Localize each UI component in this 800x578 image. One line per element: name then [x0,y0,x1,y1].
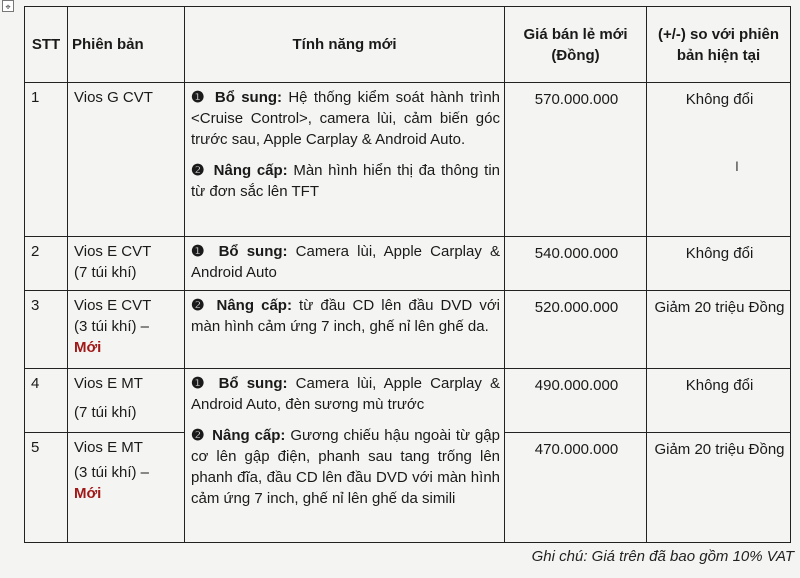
feature-add-label: Bổ sung: [214,89,283,106]
number-two-icon: ❷ [191,162,206,179]
price-table [24,6,791,543]
version-name: Vios E MT [74,439,143,456]
version-airbags: (3 túi khí) – [74,318,150,335]
header-version: Phiên bản [68,7,185,83]
feature-upgrade [191,160,500,202]
new-badge: Mới [74,485,102,502]
cell-version [68,291,185,369]
table-move-handle-icon[interactable]: ⌖ [2,0,14,12]
feature-add-text: Camera lùi, Apple Carplay & Android Auto, đèn sương mù trước [191,375,500,413]
cell-change: Không đổi [647,237,791,291]
cell-features [185,291,505,369]
feature-upgrade-text: Màn hình hiển thị đa thông tin từ đơn sắc lên TFT [191,162,501,200]
version-airbags: (7 túi khí) [74,264,137,281]
table-row [25,83,791,237]
cell-stt: 5 [25,433,68,543]
feature-add [191,373,500,415]
version-name: Vios E CVT [74,297,152,314]
table-row [25,369,791,433]
number-two-icon: ❷ [191,427,206,444]
cell-price: 570.000.000 [505,83,647,237]
header-stt: STT [25,7,68,83]
table-row [25,237,791,291]
feature-upgrade-label: Nâng cấp: [216,297,292,314]
cell-change: Không đổi [647,369,791,433]
feature-upgrade-text: từ đầu CD lên đầu DVD với màn hình cảm ứng 7 inch, ghế nỉ lên ghế da. [191,297,500,335]
feature-upgrade-text: Gương chiếu hậu ngoài từ gập cơ lên gập điện, phanh sau tang trống lên phanh đĩa, đầu CD lên đầu DVD với màn hình cảm ứng 7 inch, ghế nỉ lên ghế da simili [191,427,500,507]
cell-stt: 2 [25,237,68,291]
cell-change: Không đổi [647,83,791,237]
version-name: Vios E CVT [74,243,152,260]
feature-upgrade-label: Nâng cấp: [213,162,288,179]
version-airbags: (3 túi khí) – [74,464,150,481]
cell-version [68,433,185,543]
table-row [25,291,791,369]
version-name: Vios E MT [74,375,143,392]
header-row [25,7,791,83]
feature-upgrade-label: Nâng cấp: [212,427,286,444]
number-one-icon: ❶ [191,243,209,260]
cell-stt: 4 [25,369,68,433]
feature-add-label: Bổ sung: [218,375,288,392]
cell-features [185,369,505,543]
feature-upgrade [191,425,500,509]
cell-change: Giảm 20 triệu Đồng [647,291,791,369]
feature-add-text: Hệ thống kiểm soát hành trình <Cruise Control>, camera lùi, cảm biến góc trước sau, Apple Carplay & Android Auto. [191,89,501,148]
header-price: Giá bán lẻ mới (Đồng) [505,7,647,83]
number-two-icon: ❷ [191,297,208,314]
header-features: Tính năng mới [185,7,505,83]
cell-version: Vios G CVT [68,83,185,237]
feature-add [191,241,500,283]
new-badge: Mới [74,339,102,356]
feature-add-text: Camera lùi, Apple Carplay & Android Auto [191,243,500,281]
cell-stt: 3 [25,291,68,369]
cell-change: Giảm 20 triệu Đồng [647,433,791,543]
version-airbags: (7 túi khí) [74,404,137,421]
feature-upgrade [191,295,500,337]
cell-version [68,237,185,291]
number-one-icon: ❶ [191,375,209,392]
text-cursor-icon: I [735,158,739,174]
cell-version [68,369,185,433]
cell-features [185,237,505,291]
feature-add [191,87,500,150]
cell-price: 470.000.000 [505,433,647,543]
cell-stt: 1 [25,83,68,237]
feature-add-label: Bổ sung: [218,243,288,260]
number-one-icon: ❶ [191,89,207,106]
cell-price: 520.000.000 [505,291,647,369]
cell-features [185,83,505,237]
footnote: Ghi chú: Giá trên đã bao gồm 10% VAT [531,548,794,565]
cell-price: 540.000.000 [505,237,647,291]
cell-price: 490.000.000 [505,369,647,433]
header-change: (+/-) so với phiên bản hiện tại [647,7,791,83]
